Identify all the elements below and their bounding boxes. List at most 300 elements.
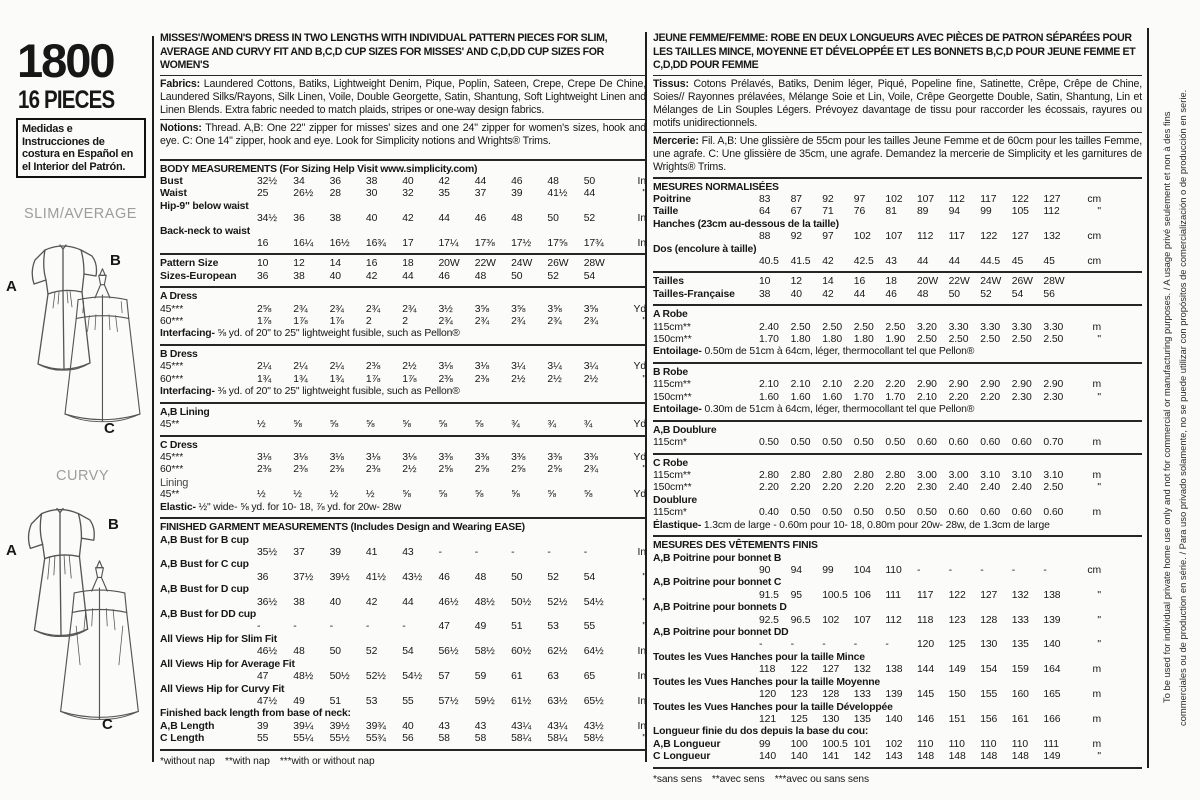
- table-cell: 49: [474, 621, 487, 633]
- table-cell: 130: [822, 713, 840, 725]
- table-cell: 48: [474, 270, 487, 282]
- table-cell: 53: [547, 621, 559, 633]
- row-values: [257, 316, 620, 328]
- table-cell: 57½: [438, 695, 459, 707]
- table-cell: 3⅛: [365, 452, 381, 463]
- table-cell: 47: [438, 621, 450, 633]
- table-cell: 42: [365, 270, 378, 282]
- row-values: [257, 597, 620, 609]
- table-cell: 52½: [365, 671, 386, 683]
- table-cell: 40.5: [759, 255, 779, 267]
- table-cell: 54½: [402, 671, 423, 683]
- notions-text: Thread. A,B: One 22" zipper for misses' sizes and one 24" zipper for women's sizes, hook and eye. C: One 14" zipper, hook and eye. Look for Simplicity notions and Wrights® Trims.: [160, 121, 646, 147]
- table-cell: 2.10: [790, 379, 811, 391]
- row-values: [759, 639, 1075, 651]
- table-cell: 46: [438, 270, 450, 282]
- table-cell: 35: [438, 188, 450, 200]
- note-text: ⅜ yd. of 20" to 25" lightweight fusible, such as Pellon®: [214, 386, 460, 398]
- table-row: [160, 597, 646, 609]
- table-cell: 140: [759, 751, 777, 763]
- table-cell: 0.60: [948, 437, 969, 449]
- table-cell: 32: [402, 188, 414, 200]
- table-cell: 102: [885, 738, 903, 750]
- table-cell: 0.60: [980, 507, 1001, 519]
- row-label: Toutes les Vues Hanches pour la taille Développée: [653, 701, 893, 713]
- table-cell: 122: [948, 589, 966, 601]
- table-cell: 54: [583, 571, 596, 583]
- row-values: [759, 507, 1075, 519]
- table-cell: 2.50: [1043, 333, 1064, 345]
- table-cell: 2.20: [853, 379, 874, 391]
- table-cell: 41½: [365, 571, 386, 583]
- table-cell: 107: [885, 231, 903, 243]
- table-cell: 14: [329, 258, 341, 270]
- table-cell: 1¾: [293, 373, 308, 385]
- row-values: [759, 206, 1075, 218]
- table-cell: 17⅝: [547, 237, 568, 249]
- table-cell: 112: [1043, 206, 1060, 218]
- table-cell: -: [511, 547, 515, 559]
- table-cell: 127: [980, 589, 998, 601]
- unit-label: m: [1092, 437, 1101, 449]
- table-cell: 39½: [329, 571, 350, 583]
- table-cell: 44: [474, 175, 487, 187]
- table-cell: 2¾: [583, 315, 598, 327]
- table-cell: 44: [402, 270, 414, 282]
- table-row: [160, 304, 646, 316]
- table-cell: 118: [759, 664, 776, 676]
- table-cell: 39: [257, 720, 269, 732]
- table-cell: ¾: [547, 419, 556, 431]
- table-cell: 3⅛: [293, 452, 308, 463]
- view-label-a-curvy: A: [6, 542, 17, 559]
- table-cell: 40: [790, 288, 802, 300]
- table-cell: 2⅜: [329, 464, 344, 476]
- row-values: [759, 689, 1075, 701]
- table-cell: 2.50: [917, 333, 937, 345]
- table-cell: 0.50: [853, 507, 874, 519]
- table-cell: 1⅞: [402, 373, 417, 385]
- table-cell: 44: [583, 188, 596, 200]
- unit-label: cm: [1087, 231, 1101, 243]
- table-cell: 1⅞: [257, 315, 272, 327]
- table-cell: 3.00: [948, 470, 969, 481]
- table-cell: 0.60: [917, 437, 937, 449]
- table-cell: -: [917, 565, 921, 577]
- table-cell: 61: [511, 671, 523, 683]
- notions-label: Notions:: [160, 121, 202, 134]
- table-cell: 1¾: [257, 373, 272, 385]
- french-tables: [653, 182, 1142, 785]
- table-cell: 159: [1011, 664, 1029, 676]
- table-cell: 99: [980, 206, 992, 218]
- table-cell: 117: [917, 589, 934, 601]
- table-cell: 2.20: [948, 391, 969, 403]
- table-cell: 64: [759, 206, 771, 218]
- table-cell: 2.90: [917, 379, 937, 391]
- table-cell: 135: [853, 713, 871, 725]
- table-cell: 0.50: [885, 437, 906, 449]
- unit-label: In: [637, 646, 646, 658]
- table-cell: ⅝: [438, 489, 448, 501]
- table-cell: 2.40: [1011, 482, 1032, 494]
- divider: [160, 286, 646, 288]
- table-cell: 43¼: [547, 720, 568, 732]
- table-cell: 54: [583, 270, 596, 282]
- table-cell: -: [790, 639, 794, 651]
- table-cell: 58¼: [547, 733, 568, 745]
- row-label: Tailles: [653, 276, 684, 288]
- tissus-label: Tissus:: [653, 77, 689, 90]
- fit-label-slim-average: SLIM/AVERAGE: [24, 206, 137, 222]
- table-cell: 2.20: [790, 482, 811, 494]
- table-cell: 3⅝: [511, 303, 526, 315]
- table-cell: 110: [1011, 738, 1029, 750]
- table-cell: 26½: [293, 188, 314, 200]
- table-row: [160, 489, 646, 501]
- unit-label: cm: [1087, 255, 1101, 267]
- table-cell: 132: [853, 664, 871, 676]
- table-cell: 110: [948, 738, 965, 750]
- table-cell: 35½: [257, 547, 277, 559]
- row-values: [257, 213, 620, 225]
- table-cell: 2.90: [980, 379, 1001, 391]
- divider: [160, 344, 646, 346]
- table-cell: ½: [329, 489, 339, 501]
- unit-label: ": [1097, 482, 1101, 494]
- table-cell: 43: [474, 720, 487, 732]
- table-cell: 36½: [257, 596, 277, 608]
- table-cell: 111: [1043, 738, 1059, 750]
- table-row: [653, 664, 1101, 676]
- row-values: [257, 271, 620, 283]
- table-cell: 63½: [547, 695, 568, 707]
- table-cell: 3⅛: [402, 452, 417, 463]
- table-cell: 1.60: [790, 391, 811, 403]
- row-values: [759, 590, 1075, 602]
- french-title: JEUNE FEMME/FEMME: ROBE EN DEUX LONGUEURS AVEC PIÈCES DE PATRON SÉPARÉES POUR LES TAILLES MINCE, MOYENNE ET DÉVELOPPÉE ET LES BONNETS B,C,D POUR JEUNE FEMME ET C,D,DD POUR FEMME: [653, 32, 1136, 71]
- row-label: 60***: [160, 373, 184, 385]
- table-cell: 54½: [583, 596, 604, 608]
- table-cell: 2.50: [1043, 482, 1064, 494]
- table-cell: 83: [759, 193, 771, 205]
- unit-label: cm: [1087, 193, 1101, 205]
- table-cell: 3¼: [547, 361, 562, 373]
- table-cell: 3½: [438, 303, 453, 315]
- section-title: A,B Doublure: [653, 424, 717, 436]
- table-cell: ½: [365, 489, 375, 501]
- table-cell: 2.80: [759, 470, 779, 481]
- table-row: [653, 322, 1101, 334]
- table-cell: 3.00: [917, 470, 937, 481]
- table-cell: -: [547, 547, 551, 559]
- table-cell: 120: [917, 639, 935, 651]
- table-cell: 2.50: [948, 333, 969, 345]
- table-cell: 1⅞: [329, 315, 344, 327]
- table-cell: 97: [853, 193, 866, 205]
- table-cell: 122: [980, 231, 998, 243]
- table-cell: 2⅝: [511, 464, 526, 476]
- table-cell: ½: [293, 489, 302, 501]
- table-cell: 2½: [547, 373, 562, 385]
- view-label-b-curvy: B: [108, 516, 119, 533]
- table-cell: 2.10: [917, 391, 937, 403]
- edge-notice: [1159, 35, 1191, 780]
- table-cell: 117: [948, 231, 965, 243]
- unit-label: m: [1092, 379, 1101, 391]
- divider: [653, 177, 1142, 179]
- table-cell: ⅝: [329, 419, 339, 431]
- table-row: [653, 392, 1101, 404]
- table-row: [160, 374, 646, 386]
- table-cell: 52: [583, 213, 596, 225]
- table-cell: 2⅜: [365, 464, 381, 476]
- table-cell: 41½: [547, 188, 568, 200]
- unit-label: Yd: [633, 489, 646, 501]
- table-row: [653, 590, 1101, 602]
- section-title: B Robe: [653, 366, 688, 378]
- table-cell: 2½: [583, 373, 598, 385]
- table-cell: 92: [790, 231, 802, 243]
- table-cell: 2.50: [1011, 333, 1032, 345]
- table-cell: 48½: [293, 671, 314, 683]
- table-cell: 164: [1043, 664, 1061, 676]
- table-cell: 150: [948, 689, 966, 701]
- table-cell: 58½: [583, 733, 604, 745]
- table-cell: 0.60: [980, 437, 1001, 449]
- table-cell: 1.60: [822, 391, 843, 403]
- section-title: MESURES DES VÊTEMENTS FINIS: [653, 540, 818, 552]
- view-label-a: A: [6, 278, 17, 295]
- table-cell: 2.20: [885, 482, 906, 494]
- table-cell: 25: [257, 188, 269, 200]
- table-cell: 55¼: [293, 733, 314, 745]
- row-values: [257, 547, 620, 559]
- unit-label: m: [1092, 507, 1101, 519]
- table-cell: 64½: [583, 646, 604, 658]
- table-cell: 51: [329, 695, 341, 707]
- table-cell: 55¾: [365, 733, 386, 745]
- table-cell: 76: [853, 206, 866, 218]
- table-cell: 3.20: [917, 321, 937, 333]
- row-values: [257, 572, 620, 584]
- table-cell: 92.5: [759, 614, 779, 626]
- table-row: [653, 276, 1101, 288]
- table-cell: 3⅝: [583, 303, 598, 315]
- table-cell: 17¾: [583, 237, 604, 249]
- table-cell: 24W: [980, 276, 1002, 288]
- table-cell: 132: [1011, 589, 1029, 601]
- table-cell: 140: [1043, 639, 1061, 651]
- row-label: All Views Hip for Slim Fit: [160, 633, 278, 645]
- table-cell: 1.80: [822, 333, 843, 345]
- table-cell: -: [329, 621, 333, 633]
- fabrics-paragraph: [160, 78, 646, 117]
- row-label: Waist: [160, 188, 187, 200]
- table-cell: 2⅝: [438, 464, 453, 476]
- table-cell: 1.70: [853, 391, 874, 403]
- table-cell: 63: [547, 671, 559, 683]
- table-cell: 91.5: [759, 589, 779, 601]
- fabrics-label: Fabrics:: [160, 77, 201, 90]
- table-row: [160, 733, 646, 745]
- section-title: FINISHED GARMENT MEASUREMENTS (Includes Design and Wearing EASE): [160, 522, 525, 534]
- note-text: ½" wide- ⅝ yd. for 10- 18, ⅞ yd. for 20w- 28w: [195, 501, 402, 513]
- row-label: Finished back length from base of neck:: [160, 708, 351, 720]
- table-cell: -: [1043, 565, 1047, 577]
- unit-label: ": [1097, 614, 1101, 626]
- table-cell: 2.10: [822, 379, 843, 391]
- table-cell: 38: [293, 270, 305, 282]
- table-cell: 38: [759, 288, 771, 300]
- divider: [160, 435, 646, 437]
- table-cell: 110: [917, 738, 934, 750]
- divider: [160, 402, 646, 404]
- table-cell: 2½: [402, 464, 417, 476]
- tissus-text: Cotons Prélavés, Batiks, Denim léger, Piqué, Popeline fine, Satinette, Crêpe, Crêpe de Chine, Soies// Rayonnes prélavées, Mélange Soie et Lin, Voile, Crêpe Georgette Double, Satin, Shantung, Lin et Mélanges de Lin Souples Légers. Prévoyez davantage de tissu pour raccorder les écossais, rayures ou motifs unidirectionnels.: [653, 77, 1142, 129]
- table-cell: 10: [759, 276, 771, 288]
- table-cell: 2.90: [1011, 379, 1032, 391]
- table-cell: 18: [885, 276, 897, 288]
- table-cell: 3⅛: [474, 361, 490, 373]
- table-cell: 100: [790, 738, 808, 750]
- note-lead: Elastic-: [160, 501, 196, 513]
- section-title: B Dress: [160, 348, 198, 360]
- row-label: Lining: [160, 476, 189, 489]
- row-values: [257, 696, 620, 708]
- table-cell: 142: [853, 751, 871, 763]
- table-cell: 56½: [438, 646, 459, 658]
- table-cell: 1⅞: [293, 315, 308, 327]
- row-label: A,B Bust for C cup: [160, 559, 249, 571]
- table-cell: 3⅛: [257, 452, 272, 463]
- table-cell: 135: [1011, 639, 1029, 651]
- row-label: 150cm**: [653, 391, 692, 403]
- table-cell: 107: [917, 193, 935, 205]
- table-cell: 16¾: [365, 237, 386, 249]
- table-cell: 0.60: [1011, 507, 1032, 519]
- row-label: 115cm**: [653, 321, 691, 333]
- table-cell: ½: [257, 489, 266, 501]
- table-cell: 89: [917, 206, 929, 218]
- unit-label: ": [642, 596, 646, 608]
- row-label: 60***: [160, 464, 184, 476]
- table-cell: 40: [329, 270, 341, 282]
- table-cell: ¾: [511, 419, 520, 431]
- table-cell: 26W: [547, 258, 569, 270]
- table-row: [160, 316, 646, 328]
- table-cell: 20W: [917, 276, 939, 288]
- table-cell: 32½: [257, 175, 277, 187]
- table-cell: 2.30: [917, 482, 937, 494]
- table-cell: 95: [790, 589, 802, 601]
- unit-label: ": [642, 571, 646, 583]
- section-title: C Dress: [160, 439, 198, 451]
- table-cell: 1.70: [759, 333, 779, 345]
- table-cell: 3⅜: [583, 452, 598, 463]
- yardage-note: [653, 520, 1142, 533]
- table-row: [160, 188, 646, 200]
- table-cell: 128: [822, 689, 840, 701]
- row-label: 115cm**: [653, 379, 691, 391]
- section-title: A Robe: [653, 309, 688, 321]
- table-cell: 104: [853, 565, 871, 577]
- table-row: [160, 271, 646, 283]
- row-label: 150cm**: [653, 482, 692, 494]
- table-cell: 122: [790, 664, 808, 676]
- unit-label: In: [637, 695, 646, 707]
- table-row: [160, 547, 646, 559]
- table-cell: 2⅜: [474, 373, 490, 385]
- table-cell: 87: [790, 193, 802, 205]
- table-cell: 50: [511, 270, 523, 282]
- row-label: Taille: [653, 206, 679, 218]
- table-cell: 55: [583, 621, 596, 633]
- table-cell: 2⅜: [438, 373, 453, 385]
- table-cell: 2¾: [474, 315, 490, 327]
- note-lead: Entoilage-: [653, 346, 702, 358]
- row-values: [759, 482, 1075, 494]
- table-cell: 16: [365, 258, 378, 270]
- row-values: [257, 304, 620, 316]
- table-cell: ⅝: [583, 489, 593, 501]
- table-cell: 50: [948, 288, 960, 300]
- row-values: [759, 714, 1075, 726]
- table-cell: 12: [293, 258, 305, 270]
- table-cell: -: [257, 621, 261, 633]
- table-cell: 2.40: [948, 482, 969, 494]
- view-label-b: B: [110, 252, 121, 269]
- table-cell: 2.20: [853, 482, 874, 494]
- table-cell: 2¼: [257, 361, 272, 373]
- table-cell: 50: [583, 175, 596, 187]
- table-cell: 1.90: [885, 333, 906, 345]
- table-cell: 0.50: [917, 507, 937, 519]
- table-cell: 18: [402, 258, 414, 270]
- unit-label: ": [1097, 206, 1101, 218]
- table-cell: 139: [885, 689, 903, 701]
- table-cell: 42: [402, 213, 414, 225]
- table-cell: 48: [293, 646, 305, 658]
- table-cell: 127: [822, 664, 840, 676]
- table-cell: 54: [402, 646, 414, 658]
- table-cell: 65½: [583, 695, 604, 707]
- table-cell: 46½: [438, 596, 459, 608]
- note-lead: Interfacing-: [160, 328, 215, 340]
- row-label: 115cm**: [653, 470, 691, 481]
- table-cell: 100.5: [822, 589, 848, 601]
- unit-label: ": [642, 373, 646, 385]
- table-cell: 133: [1011, 614, 1029, 626]
- yardage-note: [653, 346, 1142, 359]
- section-title: C Robe: [653, 457, 688, 469]
- row-label: Sizes-European: [160, 270, 237, 282]
- table-cell: 110: [885, 565, 902, 577]
- table-cell: 50: [511, 571, 523, 583]
- note-text: 0.30m de 51cm à 64cm, léger, thermocollant tel que Pellon®: [701, 404, 975, 416]
- row-label: A,B Length: [160, 720, 215, 732]
- table-cell: 43¼: [511, 720, 532, 732]
- table-cell: 2.50: [822, 321, 843, 333]
- table-row: [160, 176, 646, 188]
- table-cell: 46½: [257, 646, 277, 658]
- divider: [653, 304, 1142, 306]
- table-cell: 1.80: [790, 333, 811, 345]
- table-cell: 42: [438, 175, 450, 187]
- table-cell: 44: [948, 255, 960, 267]
- table-row: [653, 470, 1101, 482]
- table-cell: 22W: [948, 276, 970, 288]
